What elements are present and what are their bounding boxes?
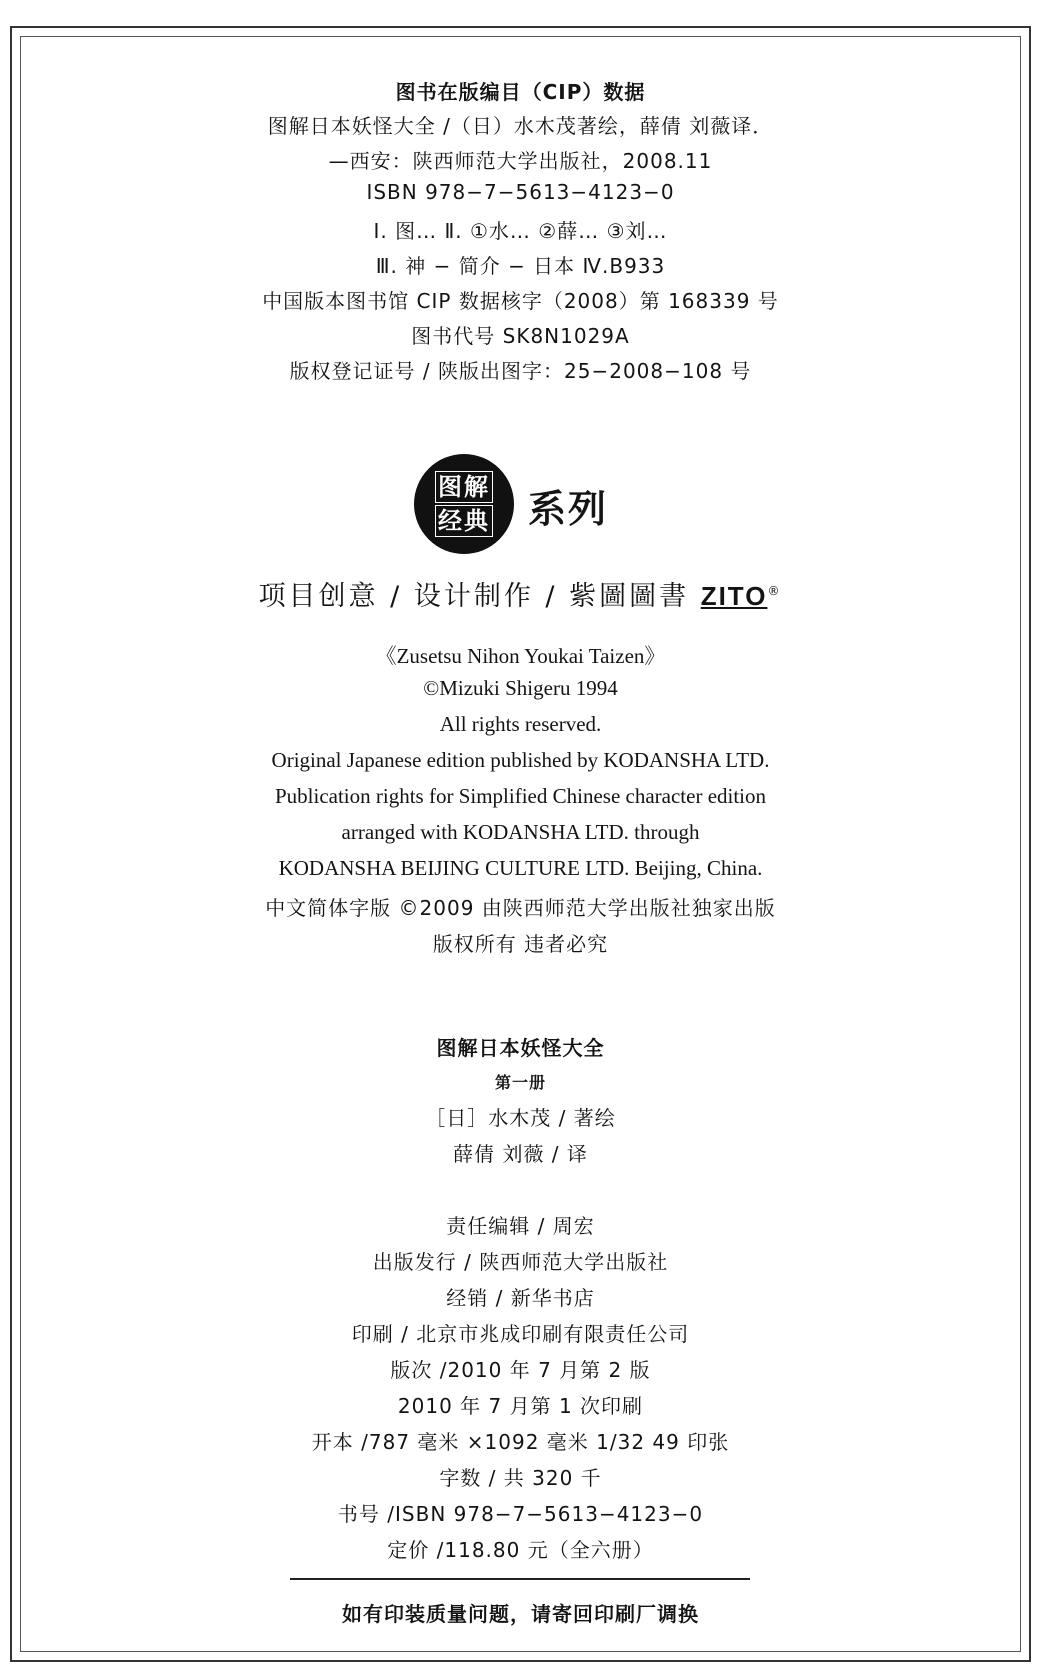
cip-line: 中国版本图书馆 CIP 数据核字（2008）第 168339 号 (262, 289, 779, 313)
cip-line: Ⅲ. 神 − 简介 − 日本 Ⅳ.B933 (375, 254, 666, 278)
footer-note: 如有印装质量问题，请寄回印刷厂调换 (342, 1602, 699, 1626)
rights-line: All rights reserved. (439, 712, 602, 736)
rights-line: Publication rights for Simplified Chinese character edition (274, 784, 767, 808)
book-title: 图解日本妖怪大全 (436, 1036, 605, 1060)
publication-line: 出版发行 / 陕西师范大学出版社 (372, 1250, 669, 1274)
publication-line: 印刷 / 北京市兆成印刷有限责任公司 (351, 1322, 690, 1346)
rights-line: KODANSHA BEIJING CULTURE LTD. Beijing, China. (278, 856, 763, 880)
cip-line: ISBN 978−7−5613−4123−0 (366, 180, 675, 204)
cip-line: 图书代号 SK8N1029A (411, 324, 630, 348)
publication-line: 开本 /787 毫米 ×1092 毫米 1/32 49 印张 (311, 1430, 730, 1454)
cip-line: —西安：陕西师范大学出版社，2008.11 (328, 149, 713, 173)
credit-line (0, 574, 1041, 613)
publication-line: 定价 /118.80 元（全六册） (387, 1538, 654, 1562)
cip-line: 版权登记证号 / 陕版出图字：25−2008−108 号 (289, 359, 752, 383)
rights-line: 《Zusetsu Nihon Youkai Taizen》 (375, 644, 666, 668)
series-logo-line: 图解 (435, 471, 493, 503)
rights-line: Original Japanese edition published by KODANSHA LTD. (271, 748, 770, 772)
rights-line: 版权所有 违者必究 (432, 932, 609, 956)
registered-mark: ® (767, 584, 783, 598)
publication-line: 经销 / 新华书店 (446, 1286, 595, 1310)
divider (290, 1578, 750, 1580)
series-label: 系列 (528, 487, 609, 531)
publication-line: 2010 年 7 月第 1 次印刷 (397, 1394, 644, 1418)
book-author: ［日］水木茂 / 著绘 (425, 1106, 616, 1130)
book-translators: 薛倩 刘薇 / 译 (453, 1142, 588, 1166)
publication-line: 责任编辑 / 周宏 (446, 1214, 595, 1238)
rights-line: ©Mizuki Shigeru 1994 (423, 676, 618, 700)
publication-line: 版次 /2010 年 7 月第 2 版 (390, 1358, 651, 1382)
cip-heading: 图书在版编目（CIP）数据 (395, 80, 646, 104)
rights-line: arranged with KODANSHA LTD. through (341, 820, 700, 844)
cip-line: 图解日本妖怪大全 /（日）水木茂著绘，薛倩 刘薇译． (267, 114, 774, 138)
series-logo-line: 经典 (435, 505, 493, 537)
series-logo (414, 454, 514, 554)
publication-line: 字数 / 共 320 千 (439, 1466, 602, 1490)
book-volume: 第一册 (494, 1073, 546, 1092)
rights-line: 中文简体字版 ©2009 由陕西师范大学出版社独家出版 (265, 896, 776, 920)
credit-text: 项目创意 / 设计制作 / 紫圖圖書 (258, 581, 690, 612)
zito-logo: ZITO (700, 581, 768, 611)
cip-line: Ⅰ. 图… Ⅱ. ①水… ②薛… ③刘… (373, 219, 668, 243)
publication-line: 书号 /ISBN 978−7−5613−4123−0 (337, 1502, 704, 1526)
